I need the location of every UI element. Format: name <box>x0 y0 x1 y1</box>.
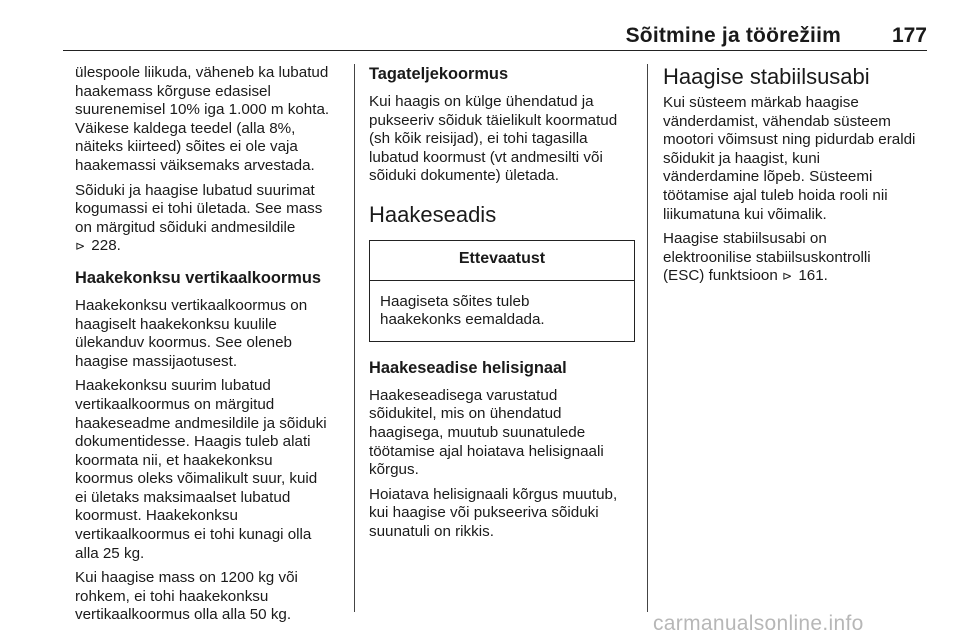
column-middle <box>369 64 635 548</box>
paragraph <box>663 230 929 286</box>
page-number: 177 <box>891 24 927 47</box>
paragraph: Kui süsteem märkab haagise vänderdamist, vähendab süsteem mootori võimsust ning pidurdab eraldi sõidukit ja haagist, kuni vänderdamine lõpeb. Süsteemi töötamise ajal tuleb hoida rooli nii liikumatuna kui võimalik. <box>663 94 916 223</box>
paragraph-text: Haagise stabiilsusabi on elektroonilise stabiilsuskontrolli (ESC) funktsioon <box>663 230 871 285</box>
page-header <box>63 18 927 51</box>
paragraph: Haakeseadisega varustatud sõidukitel, mis on ühendatud haagisega, muutub suunatulede töötamise ajal hoiatava helisignaali kõrgus. <box>369 386 604 479</box>
page-reference-link[interactable]: 228. <box>91 237 121 255</box>
paragraph-text: Sõiduki ja haagise lubatud suurimat kogumassi ei tohi ületada. See mass on märgitud sõiduki andmesildile <box>75 181 323 236</box>
column-divider <box>354 64 355 612</box>
page-reference-link[interactable]: 161. <box>798 267 828 285</box>
paragraph: Haakekonksu vertikaalkoormus on haagiselt haakekonksu kuulile ülekanduv koormus. See oleneb haagise massijaotusest. <box>75 296 308 370</box>
paragraph: Hoiatava helisignaali kõrgus muutub, kui haagise või pukseeriva sõiduki suunatuli on rikkis. <box>369 485 618 540</box>
paragraph: Kui haagis on külge ühendatud ja pukseeriv sõiduk täielikult koormatud (sh kõik reisijad), ei tohi tagasilla lubatud koormust (vt andmesilti või sõiduki dokumente) ületada. <box>369 93 618 185</box>
page-reference-icon: ⊳ <box>782 269 793 284</box>
section-heading: Tagateljekoormus <box>369 65 509 83</box>
paragraph: ülespoole liikuda, väheneb ka lubatud haakemass kõrguse edasisel suurenemisel 10% iga 1.000 m kohta. Väikese kaldega teedel (alla 8%, näiteks kiirteed) sõites ei ole vaja haakemassi väiksemaks arvestada. <box>75 64 330 174</box>
column-left <box>75 64 345 631</box>
chapter-heading: Haakeseadis <box>369 201 497 227</box>
column-divider <box>647 64 648 612</box>
caution-title: Ettevaatust <box>370 241 634 281</box>
watermark-text: carmanualsonline.info <box>653 612 864 635</box>
page-reference-icon: ⊳ <box>75 239 86 254</box>
paragraph <box>75 182 345 256</box>
paragraph: Kui haagise mass on 1200 kg või rohkem, ei tohi haakekonksu vertikaalkoormus olla alla 50 kg. <box>75 569 298 624</box>
column-right <box>663 64 929 292</box>
chapter-heading: Haagise stabiilsusabi <box>663 64 870 89</box>
paragraph: Haakekonksu suurim lubatud vertikaalkoormus on märgitud haakeseadme andmesildile ja sõiduki dokumentidesse. Haagis tuleb alati koormata nii, et haakekonksu koormus oleks võimalikult suur, kuid ei ületaks maksimaalset lubatud koormust. Haakekonksu vertikaalkoormus ei tohi kunagi olla alla 25 kg. <box>75 377 327 562</box>
chapter-title: Sõitmine ja töörežiim <box>625 24 841 47</box>
caution-box <box>369 240 635 342</box>
caution-text: Haagiseta sõites tuleb haakekonks eemaldada. <box>380 292 545 329</box>
section-heading: Haakekonksu vertikaalkoormus <box>75 268 321 287</box>
section-heading: Haakeseadise helisignaal <box>369 358 567 377</box>
